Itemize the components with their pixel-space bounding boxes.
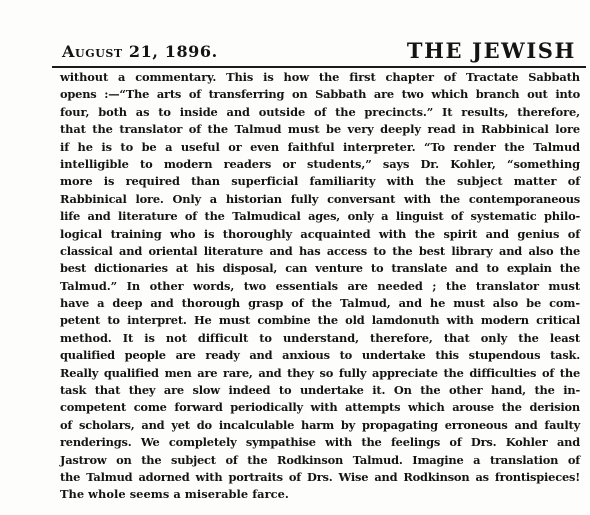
masthead [62, 32, 576, 62]
newspaper-title: THE JEWISH [406, 38, 576, 63]
article-line: task that they are slow indeed to undertake it. On the other hand, the in- [60, 383, 580, 398]
article-line: competent come forward periodically with attempts which arouse the derision [60, 400, 580, 415]
article-line: petent to interpret. He must combine the old lamdonuth with modern critical [60, 313, 580, 328]
article-line: Rabbinical lore. Only a historian fully conversant with the contemporaneous [60, 191, 580, 206]
header-rule [52, 66, 586, 68]
article-line: have a deep and thorough grasp of the Talmud, and he must also be com- [60, 296, 580, 311]
article-line: four, both as to inside and outside of the precincts.” It results, therefore, [60, 104, 580, 119]
article-body [60, 69, 580, 504]
issue-date-month: August [62, 42, 123, 61]
issue-date-rest: 21, 1896. [128, 42, 218, 61]
article-line: logical training who is thoroughly acquainted with the spirit and genius of [60, 226, 580, 241]
article-line: best dictionaries at his disposal, can venture to translate and to explain the [60, 261, 580, 276]
article-line: of scholars, and yet do incalculable harm by propagating erroneous and faulty [60, 417, 580, 432]
article-line: The whole seems a miserable farce. [60, 487, 289, 502]
article-line: opens :—“The arts of transferring on Sabbath are two which branch out into [60, 87, 580, 102]
article-line: if he is to be a useful or even faithful interpreter. “To render the Talmud [60, 139, 580, 154]
article-line: method. It is not difficult to understand, therefore, that only the least [60, 330, 580, 345]
article-line: Really qualified men are rare, and they so fully appreciate the difficulties of the [60, 365, 580, 380]
article-line: that the translator of the Talmud must be very deeply read in Rabbinical lore [60, 122, 580, 137]
article-line: intelligible to modern readers or students,” says Dr. Kohler, “something [60, 156, 580, 171]
issue-date [62, 42, 218, 61]
article-line: more is required than superficial familiarity with the subject matter of [60, 174, 580, 189]
article-line: Talmud.” In other words, two essentials are needed ; the translator must [60, 278, 580, 293]
article-line: the Talmud adorned with portraits of Drs. Wise and Rodkinson as frontispieces! [60, 469, 580, 484]
article-line: life and literature of the Talmudical ages, only a linguist of systematic philo- [60, 209, 580, 224]
article-line: qualified people are ready and anxious to undertake this stupendous task. [60, 348, 580, 363]
article-line: renderings. We completely sympathise with the feelings of Drs. Kohler and [60, 435, 580, 450]
article-line: Jastrow on the subject of the Rodkinson Talmud. Imagine a translation of [60, 452, 580, 467]
article-line: without a commentary. This is how the first chapter of Tractate Sabbath [60, 70, 580, 84]
article-line: classical and oriental literature and has access to the best library and also the [60, 243, 580, 258]
